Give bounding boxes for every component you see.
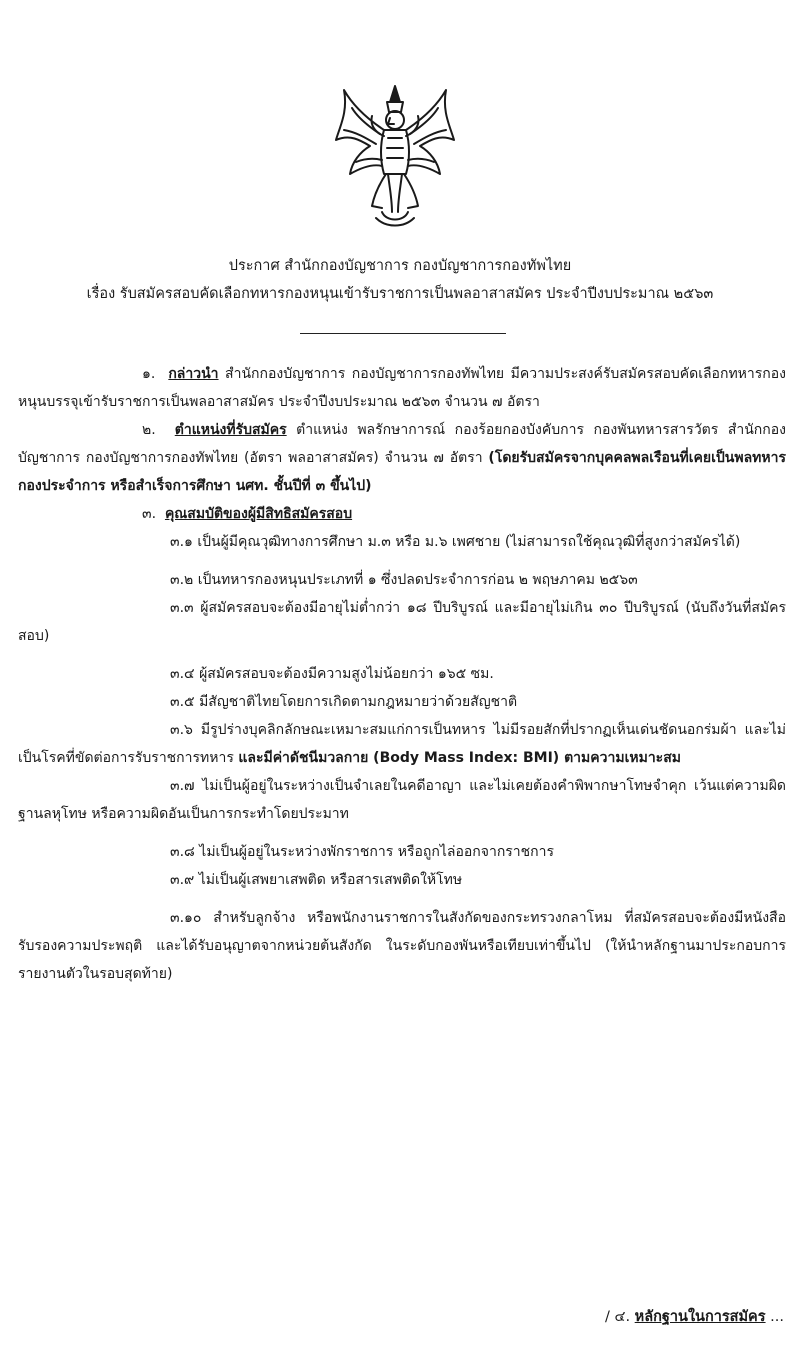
announcement-heading: ประกาศ สำนักกองบัญชาการ กองบัญชาการกองทัพไทย bbox=[228, 258, 572, 274]
qualification-item: ๓.๘ ไม่เป็นผู้อยู่ในระหว่างพักราชการ หรือถูกไล่ออกจากราชการ bbox=[170, 844, 555, 860]
qualification-item: ๓.๑ เป็นผู้มีคุณวุฒิทางการศึกษา ม.๓ หรือ ม.๖ เพศชาย (ไม่สามารถใช้คุณวุฒิที่สูงกว่าสมัครได้) bbox=[170, 534, 741, 550]
section-2-title: ตำแหน่งที่รับสมัคร bbox=[174, 422, 287, 438]
section-2: ๒. ตำแหน่งที่รับสมัคร ตำแหน่ง พลรักษาการณ์ กองร้อยกองบังคับการ กองพันทหารสารวัตร สำนักกองบัญชาการ กองบัญชาการกองทัพไทย (อัตรา พลอาสาสมัคร) จำนวน ๗ อัตรา (โดยรับสมัครจากบุคคลพลเรือนที่เคยเป็นพลทหารกองประจำการ หรือสำเร็จการศึกษา นศท. ชั้นปีที่ ๓ ขึ้นไป) bbox=[18, 422, 786, 494]
announcement-subject: เรื่อง รับสมัครสอบคัดเลือกทหารกองหนุนเข้ารับราชการเป็นพลอาสาสมัคร ประจำปีงบประมาณ ๒๕๖๓ bbox=[86, 286, 714, 302]
qualification-item: ๓.๕ มีสัญชาติไทยโดยการเกิดตามกฎหมายว่าด้วยสัญชาติ bbox=[170, 694, 518, 710]
next-page-marker: / ๔. หลักฐานในการสมัคร ... bbox=[604, 1309, 784, 1325]
divider bbox=[300, 333, 506, 334]
qualification-item: ๓.๖ มีรูปร่างบุคลิกลักษณะเหมาะสมแก่การเป็นทหาร ไม่มีรอยสักที่ปรากฏเห็นเด่นชัดนอกร่มผ้า และไม่เป็นโรคที่ขัดต่อการรับราชการทหาร และมีค่าดัชนีมวลกาย (Body Mass Index: BMI) ตามความเหมาะสม bbox=[18, 722, 786, 766]
section-3-title: คุณสมบัติของผู้มีสิทธิสมัครสอบ bbox=[164, 506, 353, 522]
announcement-body bbox=[18, 360, 786, 988]
garuda-emblem-icon bbox=[330, 82, 460, 232]
section-1: ๑. กล่าวนำ สำนักกองบัญชาการ กองบัญชาการกองทัพไทย มีความประสงค์รับสมัครสอบคัดเลือกทหารกองหนุนบรรจุเข้ารับราชการเป็นพลอาสาสมัคร ประจำปีงบประมาณ ๒๕๖๓ จำนวน ๗ อัตรา bbox=[18, 366, 787, 410]
section-3: ๓. คุณสมบัติของผู้มีสิทธิสมัครสอบ bbox=[142, 506, 353, 522]
section-1-title: กล่าวนำ bbox=[168, 366, 219, 382]
next-section-title: หลักฐานในการสมัคร bbox=[634, 1309, 766, 1325]
qualification-item: ๓.๒ เป็นทหารกองหนุนประเภทที่ ๑ ซึ่งปลดประจำการก่อน ๒ พฤษภาคม ๒๕๖๓ bbox=[170, 572, 638, 588]
qualification-item: ๓.๔ ผู้สมัครสอบจะต้องมีความสูงไม่น้อยกว่า ๑๖๕ ซม. bbox=[170, 666, 494, 682]
qualification-item: ๓.๓ ผู้สมัครสอบจะต้องมีอายุไม่ต่ำกว่า ๑๘ ปีบริบูรณ์ และมีอายุไม่เกิน ๓๐ ปีบริบูรณ์ (นับถึงวันที่สมัครสอบ) bbox=[18, 600, 786, 644]
qualification-item: ๓.๑๐ สำหรับลูกจ้าง หรือพนักงานราชการในสังกัดของกระทรวงกลาโหม ที่สมัครสอบจะต้องมีหนังสือรับรองความประพฤติ และได้รับอนุญาตจากหน่วยต้นสังกัด ในระดับกองพันหรือเทียบเท่าขึ้นไป (ให้นำหลักฐานมาประกอบการรายงานตัวในรอบสุดท้าย) bbox=[18, 910, 786, 982]
qualification-item: ๓.๗ ไม่เป็นผู้อยู่ในระหว่างเป็นจำเลยในคดีอาญา และไม่เคยต้องคำพิพากษาโทษจำคุก เว้นแต่ความผิดฐานลหุโทษ หรือความผิดอันเป็นการกระทำโดยประมาท bbox=[18, 778, 786, 822]
qualification-item: ๓.๙ ไม่เป็นผู้เสพยาเสพติด หรือสารเสพติดให้โทษ bbox=[170, 872, 463, 888]
